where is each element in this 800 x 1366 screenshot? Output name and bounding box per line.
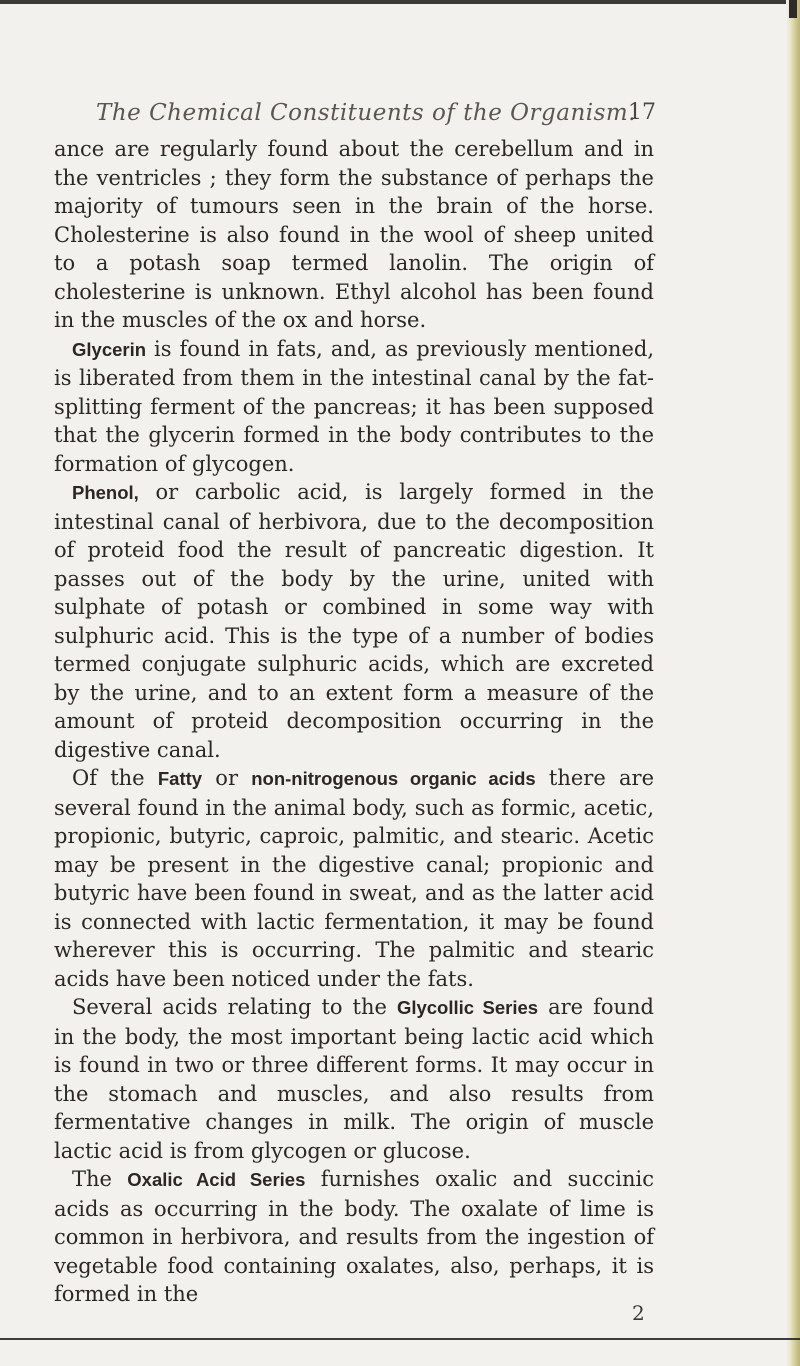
run-in-heading: Phenol, (72, 482, 139, 503)
paragraph-text: Of the (72, 766, 158, 790)
paragraph-text: Several acids relating to the (72, 995, 397, 1019)
run-in-heading: Fatty (157, 768, 203, 789)
paragraph-continued: ance are regularly found about the cerebellum and in the ventricles ; they form the substance of perhaps the majority of tumours seen in the brain of the horse. Cholesterine is also found in the wool of sheep united to a potash soap termed lanolin. The origin of cholesterine is unknown. Ethyl alcohol has been found in the muscles of the ox and horse. (54, 137, 654, 332)
running-head (96, 100, 656, 134)
paragraph-phenol (54, 478, 654, 764)
paragraph-text: or carbolic acid, is largely formed in the intestinal canal of herbivora, due to the decomposition of proteid food the result of pancreatic digestion. It passes out of the body by the urine, united with sulphate of potash or combined in some way with sulphuric acid. This is the type of a number of bodies termed conjugate sulphuric acids, which are excreted by the urine, and to an extent form a measure of the amount of proteid decomposition occurring in the digestive canal. (54, 480, 654, 762)
paragraph-oxalic-series (54, 1165, 654, 1309)
paragraph-text: there are several found in the animal body, such as formic, acetic, propionic, butyric, caproic, palmitic, and stearic. Acetic may be present in the digestive canal; propionic and butyric have been found in sweat, and as the latter acid is connected with lactic fermentation, it may be found wherever this is occurring. The palmitic and stearic acids have been noticed under the fats. (54, 766, 654, 991)
running-title: The Chemical Constituents of the Organism. (96, 100, 637, 126)
paragraph-glycerin (54, 335, 654, 479)
paragraph-glycollic-series (54, 993, 654, 1165)
run-in-heading: non-nitrogenous organic acids (251, 768, 536, 789)
page-number: 17 (628, 100, 656, 125)
corner-mark (789, 0, 797, 18)
paragraph-text: The (72, 1167, 128, 1191)
paragraph-text: are found in the body, the most important being lactic acid which is found in two or three different forms. It may occur in the stomach and muscles, and also results from fermentative changes in milk. The origin of muscle lactic acid is from glycogen or glucose. (54, 995, 654, 1163)
paragraph-fatty-acids (54, 764, 654, 993)
paragraph-text: or (202, 766, 252, 790)
paragraph-text: is found in fats, and, as previously mentioned, is liberated from them in the intestinal canal by the fat-splitting ferment of the pancreas; it has been supposed that the glycerin formed in the body contributes to the formation of glycogen. (54, 336, 654, 476)
signature-mark: 2 (632, 1301, 645, 1325)
body-text (54, 135, 654, 1309)
bottom-edge-rule (0, 1338, 800, 1340)
run-in-heading: Glycollic Series (396, 997, 539, 1018)
run-in-heading: Oxalic Acid Series (127, 1169, 306, 1190)
page-edge-shadow (786, 0, 800, 1366)
paragraph-text: furnishes oxalic and succinic acids as occurring in the body. The oxalate of lime is common in herbivora, and results from the ingestion of vegetable food containing oxalates, also, perhaps, it is formed in the (54, 1167, 655, 1306)
run-in-heading: Glycerin (72, 338, 147, 360)
top-edge-rule (0, 0, 800, 4)
